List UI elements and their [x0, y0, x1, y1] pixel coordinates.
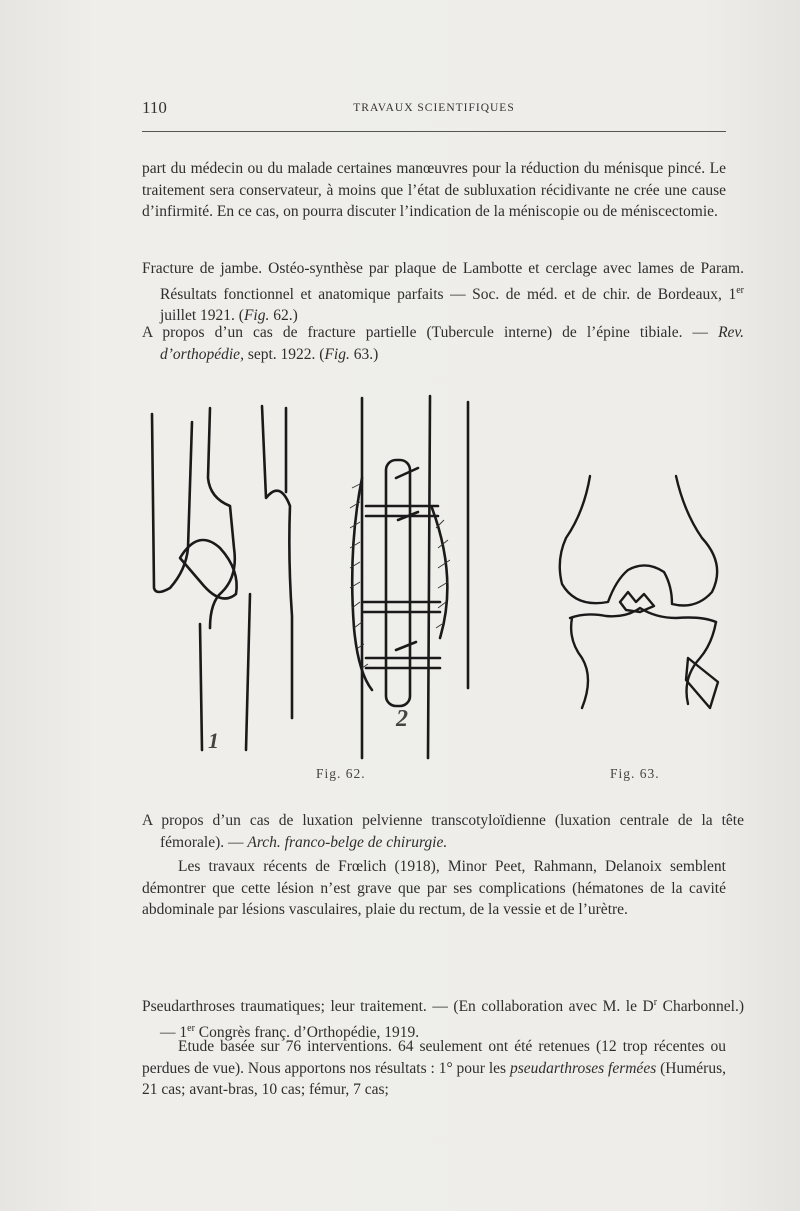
entry-epine-tibiale: [142, 322, 744, 365]
entry-title: A propos d’un cas de fracture partielle (Tubercule interne) de l’épine tibiale.: [142, 324, 683, 341]
running-title: TRAVAUX SCIENTIFIQUES: [353, 102, 515, 114]
sketch-2-callus: [432, 508, 447, 638]
figure-63-caption: Fig. 63.: [610, 766, 660, 781]
body-text-italic: pseudarthroses fermées: [509, 1059, 657, 1077]
entry-reference: — Soc. de méd. et de chir. de Bordeaux, 1: [443, 285, 737, 303]
figure-62-drawing: [140, 388, 480, 760]
entry-journal: Rev. d’orthopédie,: [160, 324, 745, 363]
entry-reference-sup: er: [736, 284, 744, 296]
entry-reference-sup: r: [653, 997, 658, 1008]
entry-reference: Charbonnel.) — 1: [160, 998, 744, 1041]
body-text: (Humérus, 21 cas; avant-bras, 10 cas; fémur, 7 cas;: [142, 1059, 726, 1098]
entry-title: Fracture de jambe. Ostéo-synthèse par plaque de Lambotte et cerclage avec lames de Param. Résultats fonctionnel et anatomique parfaits: [142, 260, 744, 303]
entry-journal: Arch. franco-belge de chirurgie.: [247, 833, 448, 851]
sketch-2-band: [366, 506, 438, 516]
sketch-label-1: 1: [208, 728, 220, 753]
figure-62-caption: Fig. 62.: [316, 766, 366, 781]
entry-reference: 62.): [269, 307, 298, 325]
intro-paragraph: part du médecin ou du malade certaines manœuvres pour la réduction du ménisque pincé. Le traitement sera conservateur, à moins que l’état de subluxation récidivante ne crée une cause d’infirmité. En ce cas, on pourra discuter l’indication de la méniscopie ou de méniscectomie.: [142, 160, 726, 220]
femur-condyles: [560, 476, 717, 606]
entry-reference: Congrès franç. d’Orthopédie, 1919.: [194, 1023, 420, 1041]
page-header: [142, 98, 726, 122]
sketch-2-bone: [468, 396, 480, 758]
entry-reference: —: [224, 833, 248, 851]
entry-reference: — (En collaboration avec M. le D: [426, 998, 654, 1016]
tibia-outline: [687, 622, 717, 704]
fibula-head: [686, 658, 718, 708]
entry-fracture-jambe: [142, 258, 744, 327]
entry-luxation-pelvienne: [142, 810, 744, 853]
entry-title: A propos d’un cas de luxation pelvienne transcotyloïdienne (luxation centrale de la tête fémorale).: [142, 812, 744, 851]
sketch-2-bone: [428, 396, 430, 758]
sketch-2-screws: [396, 468, 418, 650]
page-number: 110: [142, 98, 167, 117]
header-rule: [142, 131, 726, 132]
figure-63-drawing: [556, 468, 726, 728]
sketch-1-shaft: [246, 594, 250, 750]
sketch-1-outline: [262, 406, 292, 718]
entry-luxation-body: Les travaux récents de Frœlich (1918), Minor Peet, Rahmann, Delanoix semblent démontrer que cette lésion n’est grave que par ses complications (hématones de la cavité abdominale par lésions vasculaires, plaie du rectum, de la vessie et de l’urètre.: [142, 858, 726, 918]
entry-title: Pseudarthroses traumatiques; leur traitement.: [142, 998, 427, 1016]
body-text: Etude basée sur 76 interventions. 64 seulement ont été retenues (12 trop récentes ou perdues de vue). Nous apportons nos résultats : 1° pour les: [142, 1038, 726, 1077]
entry-figure-ref: Fig.: [324, 345, 350, 363]
entry-reference: juillet 1921. (: [160, 307, 244, 325]
sketch-label-2: 2: [396, 706, 409, 732]
entry-reference-sup: er: [187, 1022, 195, 1034]
sketch-1-shaft: [200, 624, 202, 750]
entry-reference: —: [682, 324, 719, 341]
entry-reference: 63.): [349, 345, 379, 363]
entry-pseudarthroses-body: [142, 1036, 726, 1101]
entry-figure-ref: Fig.: [243, 307, 270, 325]
entry-reference: sept. 1922. (: [243, 345, 325, 363]
tibia-outline: [571, 618, 588, 708]
